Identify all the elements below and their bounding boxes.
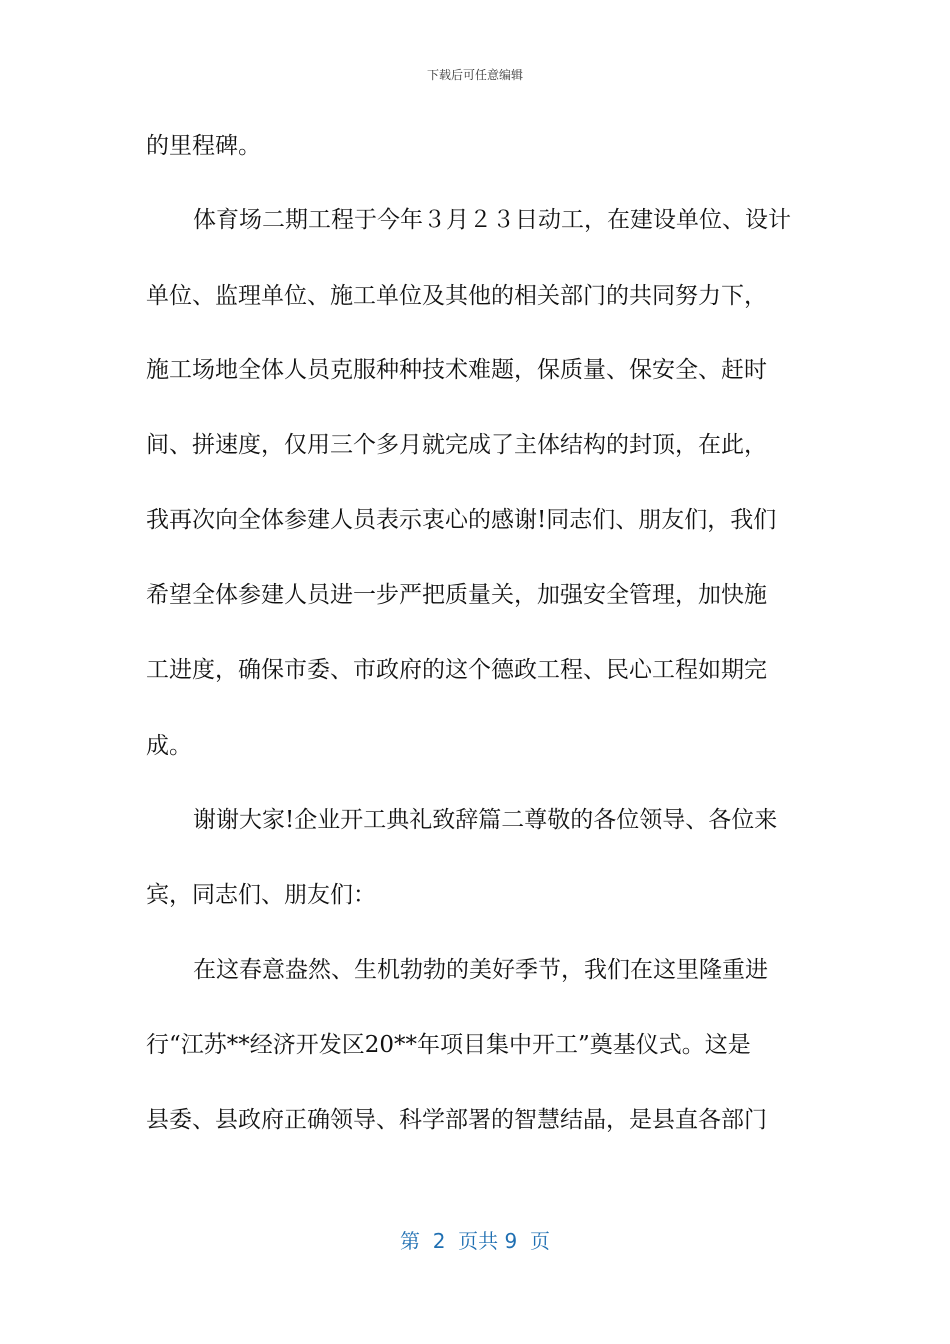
text-line: 间、拼速度，仅用三个多月就完成了主体结构的封顶，在此，: [146, 432, 767, 458]
text-line: 行“江苏**经济开发区20**年项目集中开工”奠基仪式。这是: [146, 1032, 751, 1058]
text-line: 在这春意盎然、生机勃勃的美好季节，我们在这里隆重进: [193, 957, 768, 983]
text-line: 谢谢大家!企业开工典礼致辞篇二尊敬的各位领导、各位来: [193, 807, 778, 833]
text-line: 施工场地全体人员克服种种技术难题，保质量、保安全、赶时: [146, 357, 767, 383]
text-line: 工进度，确保市委、市政府的这个德政工程、民心工程如期完: [146, 657, 767, 683]
text-line: 宾，同志们、朋友们：: [146, 882, 376, 908]
text-line: 体育场二期工程于今年３月２３日动工，在建设单位、设计: [193, 207, 791, 233]
text-line: 希望全体参建人员进一步严把质量关，加强安全管理，加快施: [146, 582, 767, 608]
text-line: 的里程碑。: [146, 133, 261, 159]
page-header-note: 下载后可任意编辑: [426, 68, 523, 82]
page-number-footer: 第 2 页共 9 页: [400, 1229, 550, 1253]
text-line: 单位、监理单位、施工单位及其他的相关部门的共同努力下，: [146, 283, 767, 309]
text-line: 我再次向全体参建人员表示衷心的感谢!同志们、朋友们，我们: [146, 507, 777, 533]
text-line: 成。: [146, 733, 192, 759]
text-line: 县委、县政府正确领导、科学部署的智慧结晶，是县直各部门: [146, 1107, 767, 1133]
